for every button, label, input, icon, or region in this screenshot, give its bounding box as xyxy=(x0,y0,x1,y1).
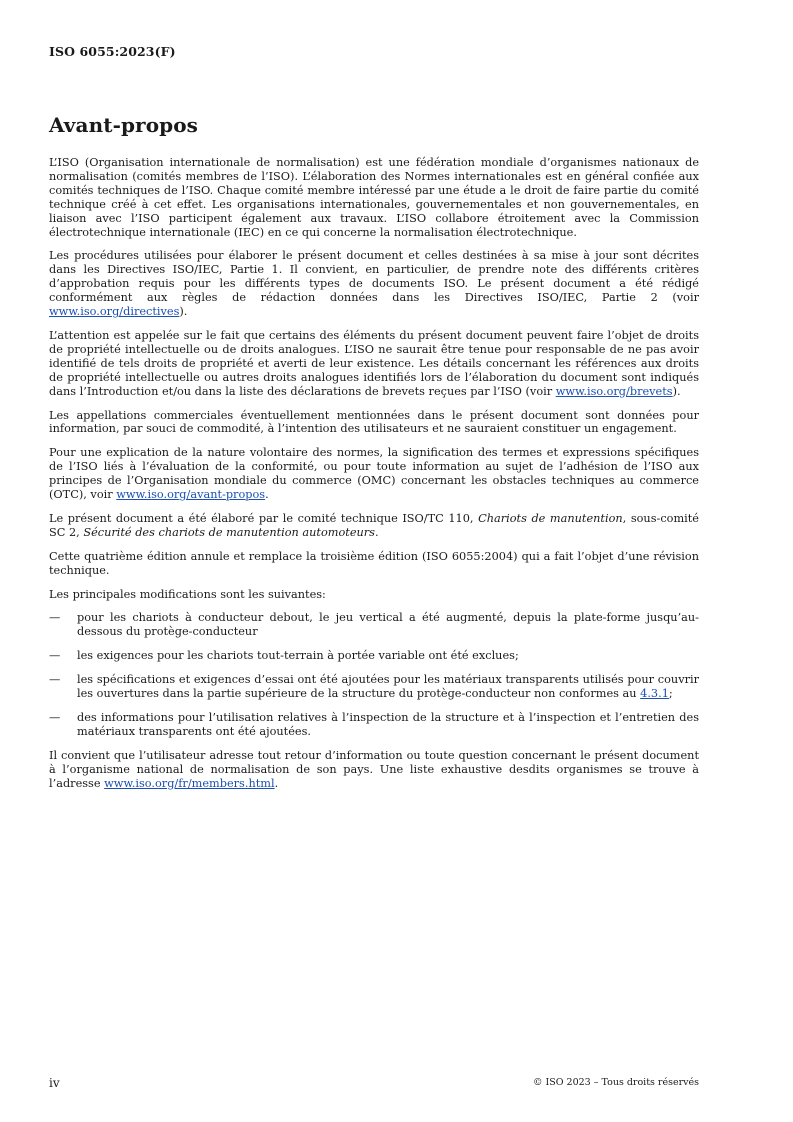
paragraph-iso-organisation: L’ISO (Organisation internationale de normalisation) est une fédération mondiale d’organismes nationaux de normalisation (comités membres de l’ISO). L’élaboration des Normes internationales est en général confiée aux comités techniques de l’ISO. Chaque comité membre intéressé par une étude a le droit de faire partie du comité technique créé à cet effet. Les organisations internationales, gouvernementales et non gouvernementales, en liaison avec l’ISO participent également aux travaux. L’ISO collabore étroitement avec la Commission électrotechnique internationale (IEC) en ce qui concerne la normalisation électrotechnique. xyxy=(49,156,699,239)
changes-list xyxy=(49,611,699,738)
list-item: — des informations pour l’utilisation relatives à l’inspection de la structure et à l’inspection et l’entretien des matériaux transparents ont été ajoutées. xyxy=(49,711,699,738)
foreword-link[interactable]: www.iso.org/avant-propos xyxy=(116,488,266,502)
paragraph-procedures: Les procédures utilisées pour élaborer le présent document et celles destinées à sa mise à jour sont décrites dans les Directives ISO/IEC, Partie 1. Il convient, en particulier, de prendre note des différents critères d’approbation requis pour les différents types de documents ISO. Le présent document a été rédigé conformément aux règles de rédaction données dans les Directives ISO/IEC, Partie 2 (voir www.iso.org/directives). xyxy=(49,249,699,319)
list-item: — les exigences pour les chariots tout-terrain à portée variable ont été exclues; xyxy=(49,649,519,663)
paragraph-changes-intro: Les principales modifications sont les suivantes: xyxy=(49,587,326,601)
paragraph-patent-rights: L’attention est appelée sur le fait que certains des éléments du présent document peuvent faire l’objet de droits de propriété intellectuelle ou de droits analogues. L’ISO ne saurait être tenue pour responsable de ne pas avoir identifié de tels droits de propriété et averti de leur existence. Les détails concernant les références aux droits de propriété intellectuelle ou autres droits analogues identifiés lors de l’élaboration du document sont indiqués dans l’Introduction et/ou dans la liste des déclarations de brevets reçues par l’ISO (voir www.iso.org/brevets). xyxy=(49,328,699,398)
members-link[interactable]: www.iso.org/fr/members.html xyxy=(104,776,275,790)
list-item: — pour les chariots à conducteur debout, le jeu vertical a été augmenté, depuis la plate-forme jusqu’au-dessous du protège-conducteur xyxy=(49,611,699,639)
paragraph-voluntary-nature: Pour une explication de la nature volontaire des normes, la signification des termes et expressions spécifiques de l’ISO liés à l’évaluation de la conformité, ou pour toute information au sujet de l’adhésion de l’ISO aux principes de l’Organisation mondiale du commerce (OMC) concernant les obstacles techniques au commerce (OTC), voir www.iso.org/avant-propos. xyxy=(49,446,699,502)
copyright-notice: © ISO 2023 – Tous droits réservés xyxy=(532,1077,699,1088)
page-number: iv xyxy=(49,1076,60,1090)
document-page xyxy=(49,0,699,1122)
section-title: Avant-propos xyxy=(49,113,199,137)
foreword-body xyxy=(49,156,699,801)
paragraph-feedback: Il convient que l’utilisateur adresse tout retour d’information ou toute question concernant le présent document à l’organisme national de normalisation de son pays. Une liste exhaustive desdits organismes se trouve à l’adresse www.iso.org/fr/members.html. xyxy=(49,748,699,790)
paragraph-committee: Le présent document a été élaboré par le comité technique ISO/TC 110, Chariots de manutention, sous-comité SC 2, Sécurité des chariots de manutention automoteurs. xyxy=(49,511,699,539)
paragraph-edition: Cette quatrième édition annule et remplace la troisième édition (ISO 6055:2004) qui a fait l’objet d’une révision technique. xyxy=(49,549,699,577)
directives-link[interactable]: www.iso.org/directives xyxy=(49,305,180,319)
list-item: — les spécifications et exigences d’essai ont été ajoutées pour les matériaux transparents utilisés pour couvrir les ouvertures dans la partie supérieure de la structure du protège-conducteur non conformes au 4.3.1; xyxy=(49,673,699,701)
paragraph-trade-names: Les appellations commerciales éventuellement mentionnées dans le présent document sont données pour information, par souci de commodité, à l’intention des utilisateurs et ne sauraient constituer un engagement. xyxy=(49,408,699,436)
clause-4-3-1-link[interactable]: 4.3.1 xyxy=(640,687,669,701)
document-id: ISO 6055:2023(F) xyxy=(49,44,176,59)
patents-link[interactable]: www.iso.org/brevets xyxy=(555,384,673,398)
